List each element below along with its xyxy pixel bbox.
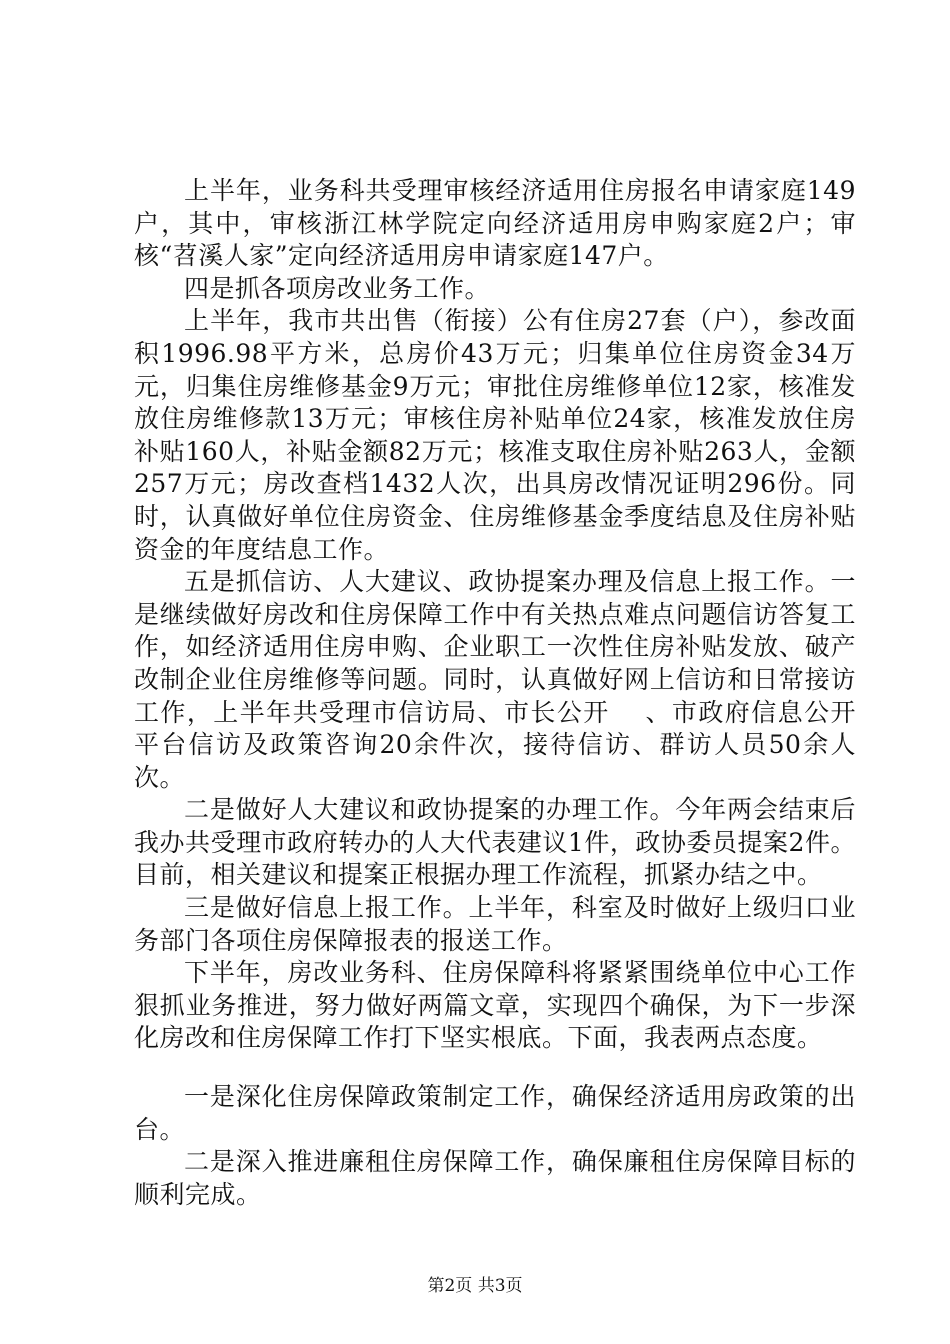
- paragraph-goal-two: 二是深入推进廉租住房保障工作，确保廉租住房保障目标的顺利完成。: [134, 1147, 856, 1209]
- paragraph-second-half-plan: 下半年，房改业务科、住房保障科将紧紧围绕单位中心工作狠抓业务推进，努力做好两篇文章，实现四个确保，为下一步深化房改和住房保障工作打下坚实根底。下面，我表两点态度。: [134, 958, 856, 1053]
- paragraph-housing-reform-stats: 上半年，我市共出售（衔接）公有住房27套（户），参改面积1996.98平方米，总房价43万元；归集单位住房资金34万元，归集住房维修基金9万元；审批住房维修单位12家，核准发放住房维修款13万元；审核住房补贴单位24家，核准发放住房补贴160人，补贴金额82万元；核准支取住房补贴263人，金额257万元；房改查档1432人次，出具房改情况证明296份。同时，认真做好单位住房资金、住房维修基金季度结息及住房补贴资金的年度结息工作。: [134, 306, 856, 564]
- paragraph-spacer: [134, 1055, 856, 1081]
- document-body: [134, 175, 856, 1211]
- paragraph-goal-one: 一是深化住房保障政策制定工作，确保经济适用房政策的出台。: [134, 1082, 856, 1144]
- paragraph-section-five-petitions: 五是抓信访、人大建议、政协提案办理及信息上报工作。一是继续做好房改和住房保障工作中有关热点难点问题信访答复工作，如经济适用住房申购、企业职工一次性住房补贴发放、破产改制企业住房维修等问题。同时，认真做好网上信访和日常接访工作，上半年共受理市信访局、市长公开 、市政府信息公开平台信访及政策咨询20余件次，接待信访、群访人员50余人次。: [134, 567, 856, 792]
- page-number-footer: 第2页 共3页: [427, 1276, 523, 1296]
- paragraph-proposals-handling: 二是做好人大建议和政协提案的办理工作。今年两会结束后我办共受理市政府转办的人大代表建议1件，政协委员提案2件。目前，相关建议和提案正根据办理工作流程，抓紧办结之中。: [134, 795, 856, 890]
- paragraph-housing-applications: 上半年，业务科共受理审核经济适用住房报名申请家庭149户，其中，审核浙江林学院定向经济适用房申购家庭2户；审核“苕溪人家”定向经济适用房申请家庭147户。: [134, 176, 856, 271]
- paragraph-information-reporting: 三是做好信息上报工作。上半年，科室及时做好上级归口业务部门各项住房保障报表的报送工作。: [134, 893, 856, 955]
- paragraph-section-four-heading: 四是抓各项房改业务工作。: [184, 273, 491, 303]
